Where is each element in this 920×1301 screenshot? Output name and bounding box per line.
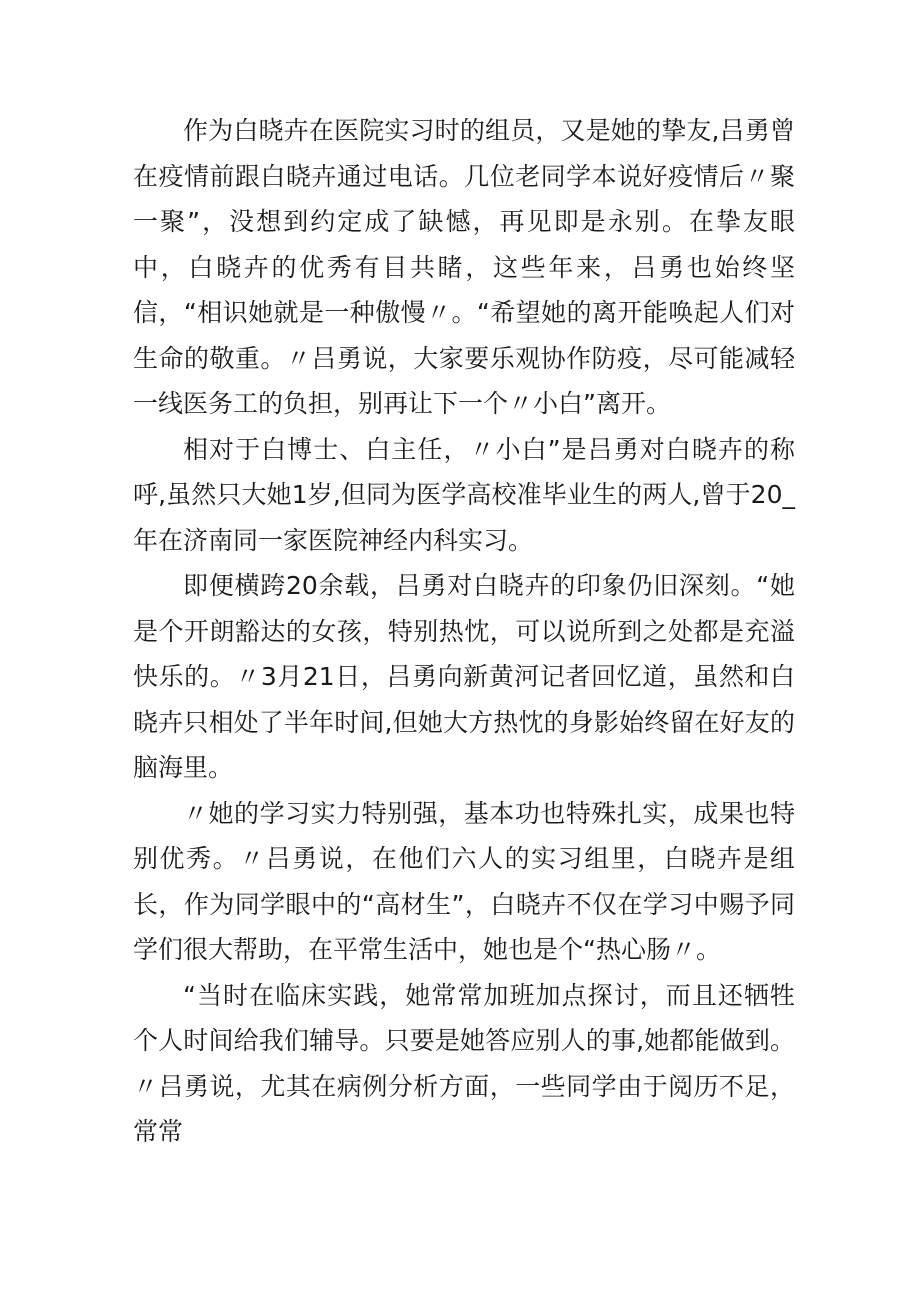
paragraph-2: 相对于白博士、白主任，〃小白”是吕勇对白晓卉的称呼,虽然只大她1岁,但同为医学高校准毕业生的两人,曾于20_年在济南同一家医院神经内科实习。 <box>133 434 795 555</box>
paragraph-1: 作为白晓卉在医院实习时的组员，又是她的挚友,吕勇曾在疫情前跟白晓卉通过电话。几位老同学本说好疫情后〃聚一聚”，没想到约定成了缺憾，再见即是永别。在挚友眼中，白晓卉的优秀有目共睹，这些年来，吕勇也始终坚信，“相识她就是一种傲慢〃。“希望她的离开能唤起人们对生命的敬重。〃吕勇说，大家要乐观协作防疫，尽可能减轻一线医务工的负担，别再让下一个〃小白”离开。 <box>133 116 795 418</box>
paragraph-3: 即便横跨20余载，吕勇对白晓卉的印象仍旧深刻。“她是个开朗豁达的女孩，特别热忱，可以说所到之处都是充溢快乐的。〃3月21日，吕勇向新黄河记者回忆道，虽然和白晓卉只相处了半年时间,但她大方热忱的身影始终留在好友的脑海里。 <box>133 571 795 782</box>
paragraph-4: 〃她的学习实力特别强，基本功也特殊扎实，成果也特别优秀。〃吕勇说，在他们六人的实习组里，白晓卉是组长，作为同学眼中的“高材生”，白晓卉不仅在学习中赐予同学们很大帮助，在平常生活中，她也是个“热心肠〃。 <box>133 798 795 964</box>
paragraph-5: “当时在临床实践，她常常加班加点探讨，而且还牺牲个人时间给我们辅导。只要是她答应别人的事,她都能做到。〃吕勇说，尤其在病例分析方面，一些同学由于阅历不足，常常 <box>133 980 795 1146</box>
article-body <box>133 108 795 1155</box>
